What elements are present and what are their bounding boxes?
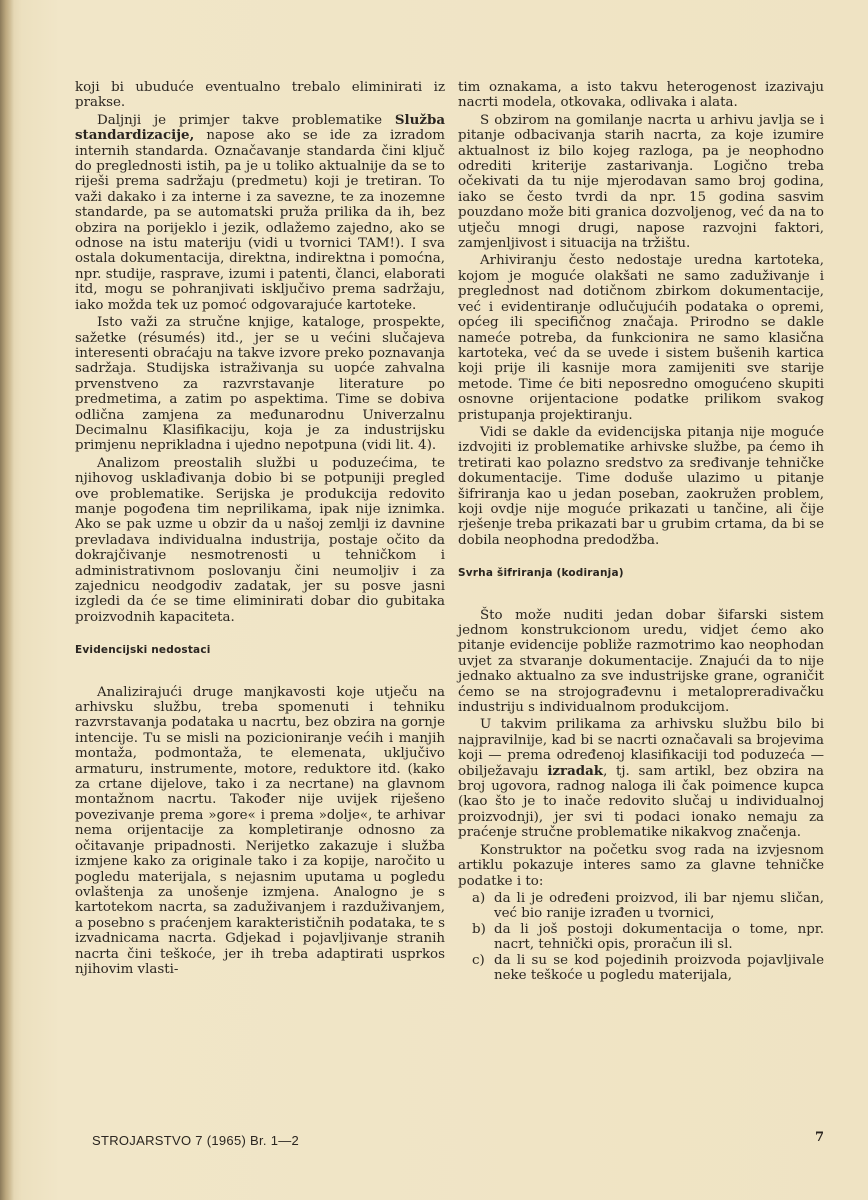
text-run: , tj. sam artikl, bez obzira na broj ugovora, radnog naloga ili čak poimence kupca (kao što je to inače redovito slučaj u individualnoj proizvodnji), jer svi ti podaci ionako nemaju za praćenje stručne problematike nikakvog značenja. [458,763,824,841]
list-marker: c) [472,952,485,968]
paragraph: Konstruktor na početku svog rada na izvjesnom artiklu pokazuje interes samo za glavne tehničke podatke i to: [458,842,824,889]
paragraph: Analizirajući druge manjkavosti koje utječu na arhivsku službu, treba spomenuti i tehniku razvrstavanja podataka u nacrtu, bez obzira na gornje intencije. Tu se misli na pozicioniranje većih i manjih montaža, podmontaža, te elemenata, uključivo armaturu, instrumente, motore, reduktore itd. (kako za crtane dijelove, tako i za necrtane) na glavnom montažnom nacrtu. Također nije uvijek riješeno povezivanje prema »gore« i prema »dolje«, te arhivar nema orijentacije za kompletiranje odnosno za očitavanje pripadnosti. Nerijetko zakazuje i služba izmjene kako za originale tako i za kopije, naročito u pogledu materijala, s nejasnim uputama u pogledu ovlaštenja za unošenje izmjena. Analogno je s kartotekom nacrta, sa zaduživanjem i razduživanjem, a posebno s praćenjem karakterističnih podataka, te s izvadnicama nacrta. Gdjekad i pojavljivanje stranih nacrta čini teškoće, jer ih treba adaptirati usprkos njihovim vlasti- [75,684,445,977]
list-marker: b) [472,921,486,937]
paragraph [75,113,445,313]
list-item [458,891,824,922]
list-item [458,922,824,953]
text-run: Daljnji je primjer takve problematike [97,112,395,128]
list-item [458,953,824,984]
binding-gutter [0,0,14,1200]
paragraph: koji bi ubuduće eventualno trebalo eliminirati iz prakse. [75,80,445,111]
paragraph: Analizom preostalih službi u poduzećima, te njihovog usklađivanja dobio bi se potpuniji pregled ove problematike. Serijska je produkcija redovito manje pogođena tim neprilikama, ipak nije iznimka. Ako se pak uzme u obzir da u našoj zemlji iz davnine prevladava individualna industrija, postaje očito da dokrajčivanje nesmotrenosti u tehničkom i administrativnom poslovanju čini neumoljiv i za zajednicu neodgodiv zadatak, jer su posve jasni izgledi da će se time eliminirati dobar dio gubitaka proizvodnih kapaciteta. [75,455,445,625]
journal-footer: STROJARSTVO 7 (1965) Br. 1—2 [92,1133,300,1148]
list-text: da li je određeni proizvod, ili bar njemu sličan, već bio ranije izrađen u tvornici, [494,890,824,922]
paragraph: Arhiviranju često nedostaje uredna kartoteka, kojom je moguće olakšati ne samo zaduživanje i preglednost nad dotičnom zbirkom dokumentacije, već i evidentiranje odlučujućih podataka o opremi, općeg ili specifičnog značaja. Prirodno se dakle nameće potreba, da funkcionira ne samo klasična kartoteka, već da se uvede i sistem bušenih kartica koji prije ili kasnije mora zamijeniti sve starije metode. Time će biti neposredno omogućeno skupiti osnovne orijentacione podatke prilikom svakog pristupanja projektiranju. [458,253,824,423]
criteria-list [458,891,824,983]
list-text: da li su se kod pojedinih proizvoda pojavljivale neke teškoće u pogledu materijala, [494,952,824,983]
paragraph: tim oznakama, a isto takvu heterogenost izazivaju nacrti modela, otkovaka, odlivaka i alata. [458,80,824,111]
text-run: U takvim prilikama za arhivsku službu bilo bi najpravilnije, kad bi se nacrti označavali sa brojevima koji — prema određenoj klasifikaciji tod poduzeća — obilježavaju [458,717,824,779]
paragraph [458,717,824,840]
paragraph: Vidi se dakle da evidencijska pitanja nije moguće izdvojiti iz problematike arhivske službe, pa ćemo ih tretirati kao polazno sredstvo za sređivanje tehničke dokumentacije. Time dodušе ulazimo u pitanje šifriranja kao u jedan poseban, zaokružen problem, koji ovdje nije moguće prikazati u tančine, ali čije rješenje treba prikazati bar u grubim crtama, da bi se dobila neophodna predodžba. [458,424,824,548]
paragraph: Isto važi za stručne knjige, kataloge, prospekte, sažetke (résumés) itd., jer se u većini slučajeva interesenti obraćaju na takve izvore preko poznavanja sadržaja. Studijska istraživanja su uopće zahvalna prvenstveno za razvrstavanje literature po predmetima, a zatim po aspektima. Time se dobiva odlična zamjena za međunarodnu Univerzalnu Decimalnu Klasifikaciju, koja je za industrijsku primjenu neprikladna i ujedno nepotpuna (vidi lit. 4). [75,315,445,454]
paragraph: S obzirom na gomilanje nacrta u arhivu javlja se i pitanje odbacivanja starih nacrta, za koje izumire aktualnost iz bilo kojeg razloga, pa je neophodno odrediti kriterije zastarivanja. Logično treba očekivati da tu nije mjerodavan samo broj godina, iako se često tvrdi da npr. 15 godina sasvim pouzdano može biti granica dozvoljenog, već da na to utječu mnogi drugi, napose razvojni faktori, zamjenljivost i situacija na tržištu. [458,112,824,252]
section-heading: Evidencijski nedostaci [75,644,211,657]
bold-term: Služba standardizacije, [75,111,445,144]
page-number: 7 [815,1130,825,1145]
left-column [75,80,445,979]
bold-term: izradak [547,762,604,779]
paragraph: Što može nuditi jedan dobar šifarski sistem jednom konstrukcionom uredu, vidjet ćemo ako pitanje evidencije pobliže razmotrimo kao neophodan uvjet za stvaranje dokumentacije. Znajući da to nije jednako aktualno za sve industrijske grane, ograničit ćemo se na strojograđevnu i metalopreradivačku industriju s individualnom produkcijom. [458,607,824,716]
list-text: da li još postoji dokumentacija o tome, npr. nacrt, tehnički opis, proračun ili sl. [494,921,824,953]
section-heading: Svrha šifriranja (kodiranja) [458,567,624,580]
list-marker: a) [472,890,486,906]
right-column [458,80,824,983]
text-run: napose ako se ide za izradom internih standarda. Označavanje standarda čini ključ do preglednosti istih, pa je u toliko aktualnije da se to riješi prema sadržaju (predmetu) koji je tretiran. To važi dakako i za interne i za savezne, te za inozemne standarde, pa se automatski pruža prilika da ih, bez obzira na porijeklo i jezik, odlažemo zajedno, ako se odnose na istu materiju (vidi u tvornici TAM!). I sva ostala dokumentacija, direktna, indirektna i pomoćna, npr. studije, rasprave, izumi i patenti, članci, elaborati itd, mogu se pohranjivati isključivo prema sadržaju, iako možda tek uz pomoć odgovarajuće kartoteke. [75,128,445,313]
